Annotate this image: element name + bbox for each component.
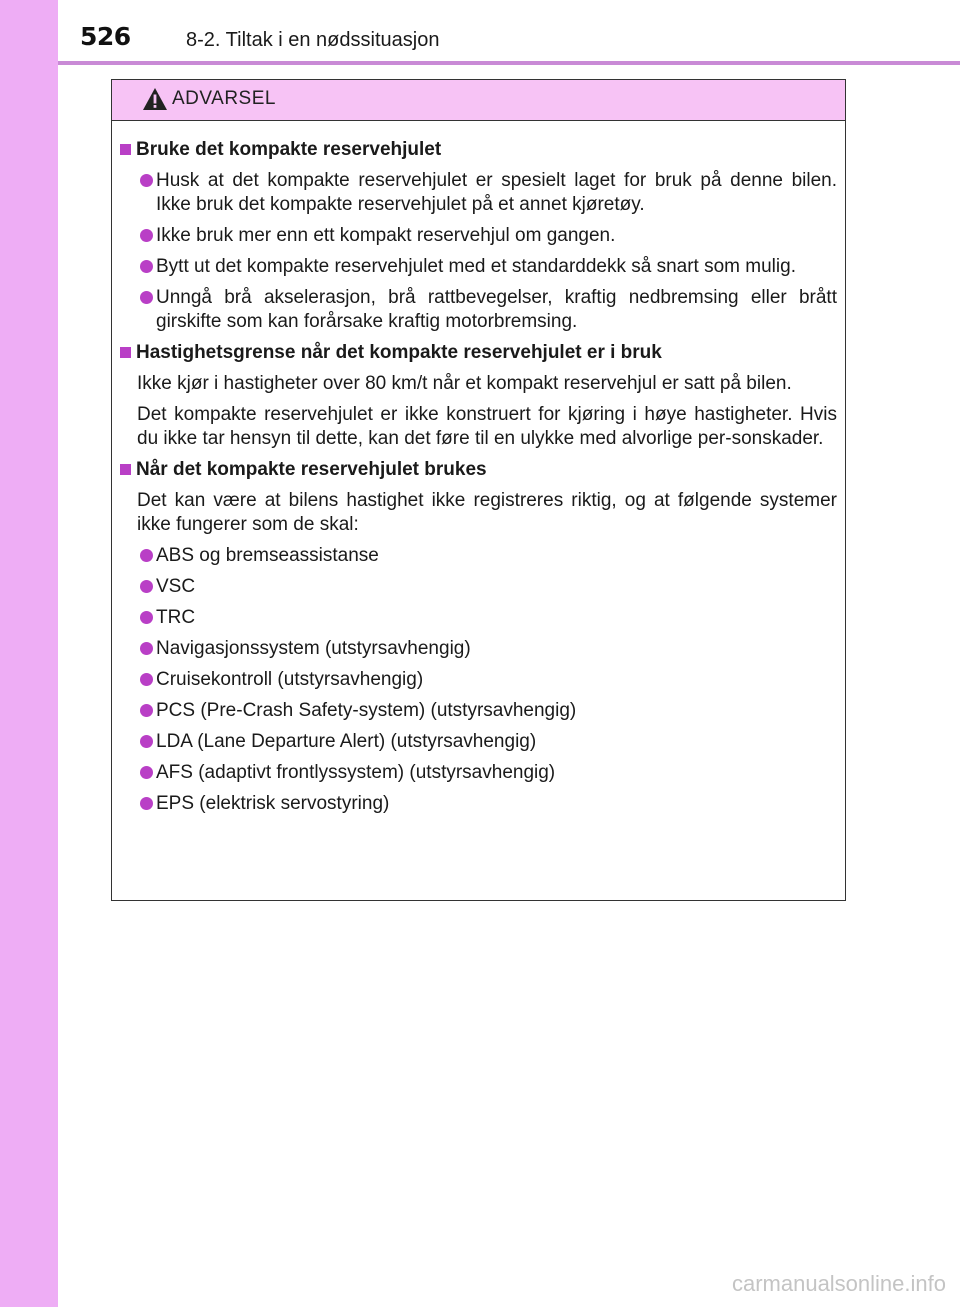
section-heading: Bruke det kompakte reservehjulet (120, 138, 837, 162)
list-item: Unngå brå akselerasjon, brå rattbevegelser, kraftig nedbremsing eller brått girskifte som kan forårsake kraftig motorbremsing. (120, 286, 837, 334)
list-item: Navigasjonssystem (utstyrsavhengig) (120, 637, 837, 661)
list-item: Ikke bruk mer enn ett kompakt reservehjul om gangen. (120, 224, 837, 248)
list-item: PCS (Pre-Crash Safety-system) (utstyrsavhengig) (120, 699, 837, 723)
list-item: AFS (adaptivt frontlyssystem) (utstyrsavhengig) (120, 761, 837, 785)
list-item: LDA (Lane Departure Alert) (utstyrsavhengig) (120, 730, 837, 754)
list-item: TRC (120, 606, 837, 630)
paragraph: Det kan være at bilens hastighet ikke registreres riktig, og at følgende systemer ikke fungerer som de skal: (137, 490, 837, 535)
round-bullet-icon (140, 704, 153, 717)
round-bullet-icon (140, 735, 153, 748)
square-bullet-icon (120, 144, 131, 155)
list-item: ABS og bremseassistanse (120, 544, 837, 568)
round-bullet-icon (140, 797, 153, 810)
list-item: EPS (elektrisk servostyring) (120, 792, 837, 816)
round-bullet-icon (140, 766, 153, 779)
paragraph: Det kompakte reservehjulet er ikke konstruert for kjøring i høye hastigheter. Hvis du ikke tar hensyn til dette, kan det føre til en ulykke med alvorlige per-sonskader. (137, 404, 837, 449)
round-bullet-icon (140, 611, 153, 624)
header-divider (58, 61, 960, 65)
side-tab-band (0, 0, 58, 1307)
warning-triangle-icon (142, 87, 168, 111)
round-bullet-icon (140, 642, 153, 655)
round-bullet-icon (140, 260, 153, 273)
section-title: 8-2. Tiltak i en nødssituasjon (186, 29, 440, 51)
list-item: VSC (120, 575, 837, 599)
list-item: Bytt ut det kompakte reservehjulet med et standarddekk så snart som mulig. (120, 255, 837, 279)
list-item: Husk at det kompakte reservehjulet er spesielt laget for bruk på denne bilen. Ikke bruk det kompakte reservehjulet på et annet kjøretøy. (120, 169, 837, 217)
section-heading: Hastighetsgrense når det kompakte reservehjulet er i bruk (120, 341, 837, 365)
section-heading: Når det kompakte reservehjulet brukes (120, 458, 837, 482)
square-bullet-icon (120, 347, 131, 358)
round-bullet-icon (140, 673, 153, 686)
paragraph: Ikke kjør i hastigheter over 80 km/t når et kompakt reservehjul er satt på bilen. (137, 373, 792, 394)
round-bullet-icon (140, 229, 153, 242)
round-bullet-icon (140, 291, 153, 304)
round-bullet-icon (140, 174, 153, 187)
round-bullet-icon (140, 549, 153, 562)
page-number: 526 (80, 22, 131, 51)
round-bullet-icon (140, 580, 153, 593)
list-item: Cruisekontroll (utstyrsavhengig) (120, 668, 837, 692)
warning-title: ADVARSEL (172, 88, 276, 109)
watermark: carmanualsonline.info (731, 1271, 946, 1296)
warning-box (111, 79, 846, 901)
warning-body (112, 121, 845, 816)
square-bullet-icon (120, 464, 131, 475)
warning-header (112, 80, 845, 121)
